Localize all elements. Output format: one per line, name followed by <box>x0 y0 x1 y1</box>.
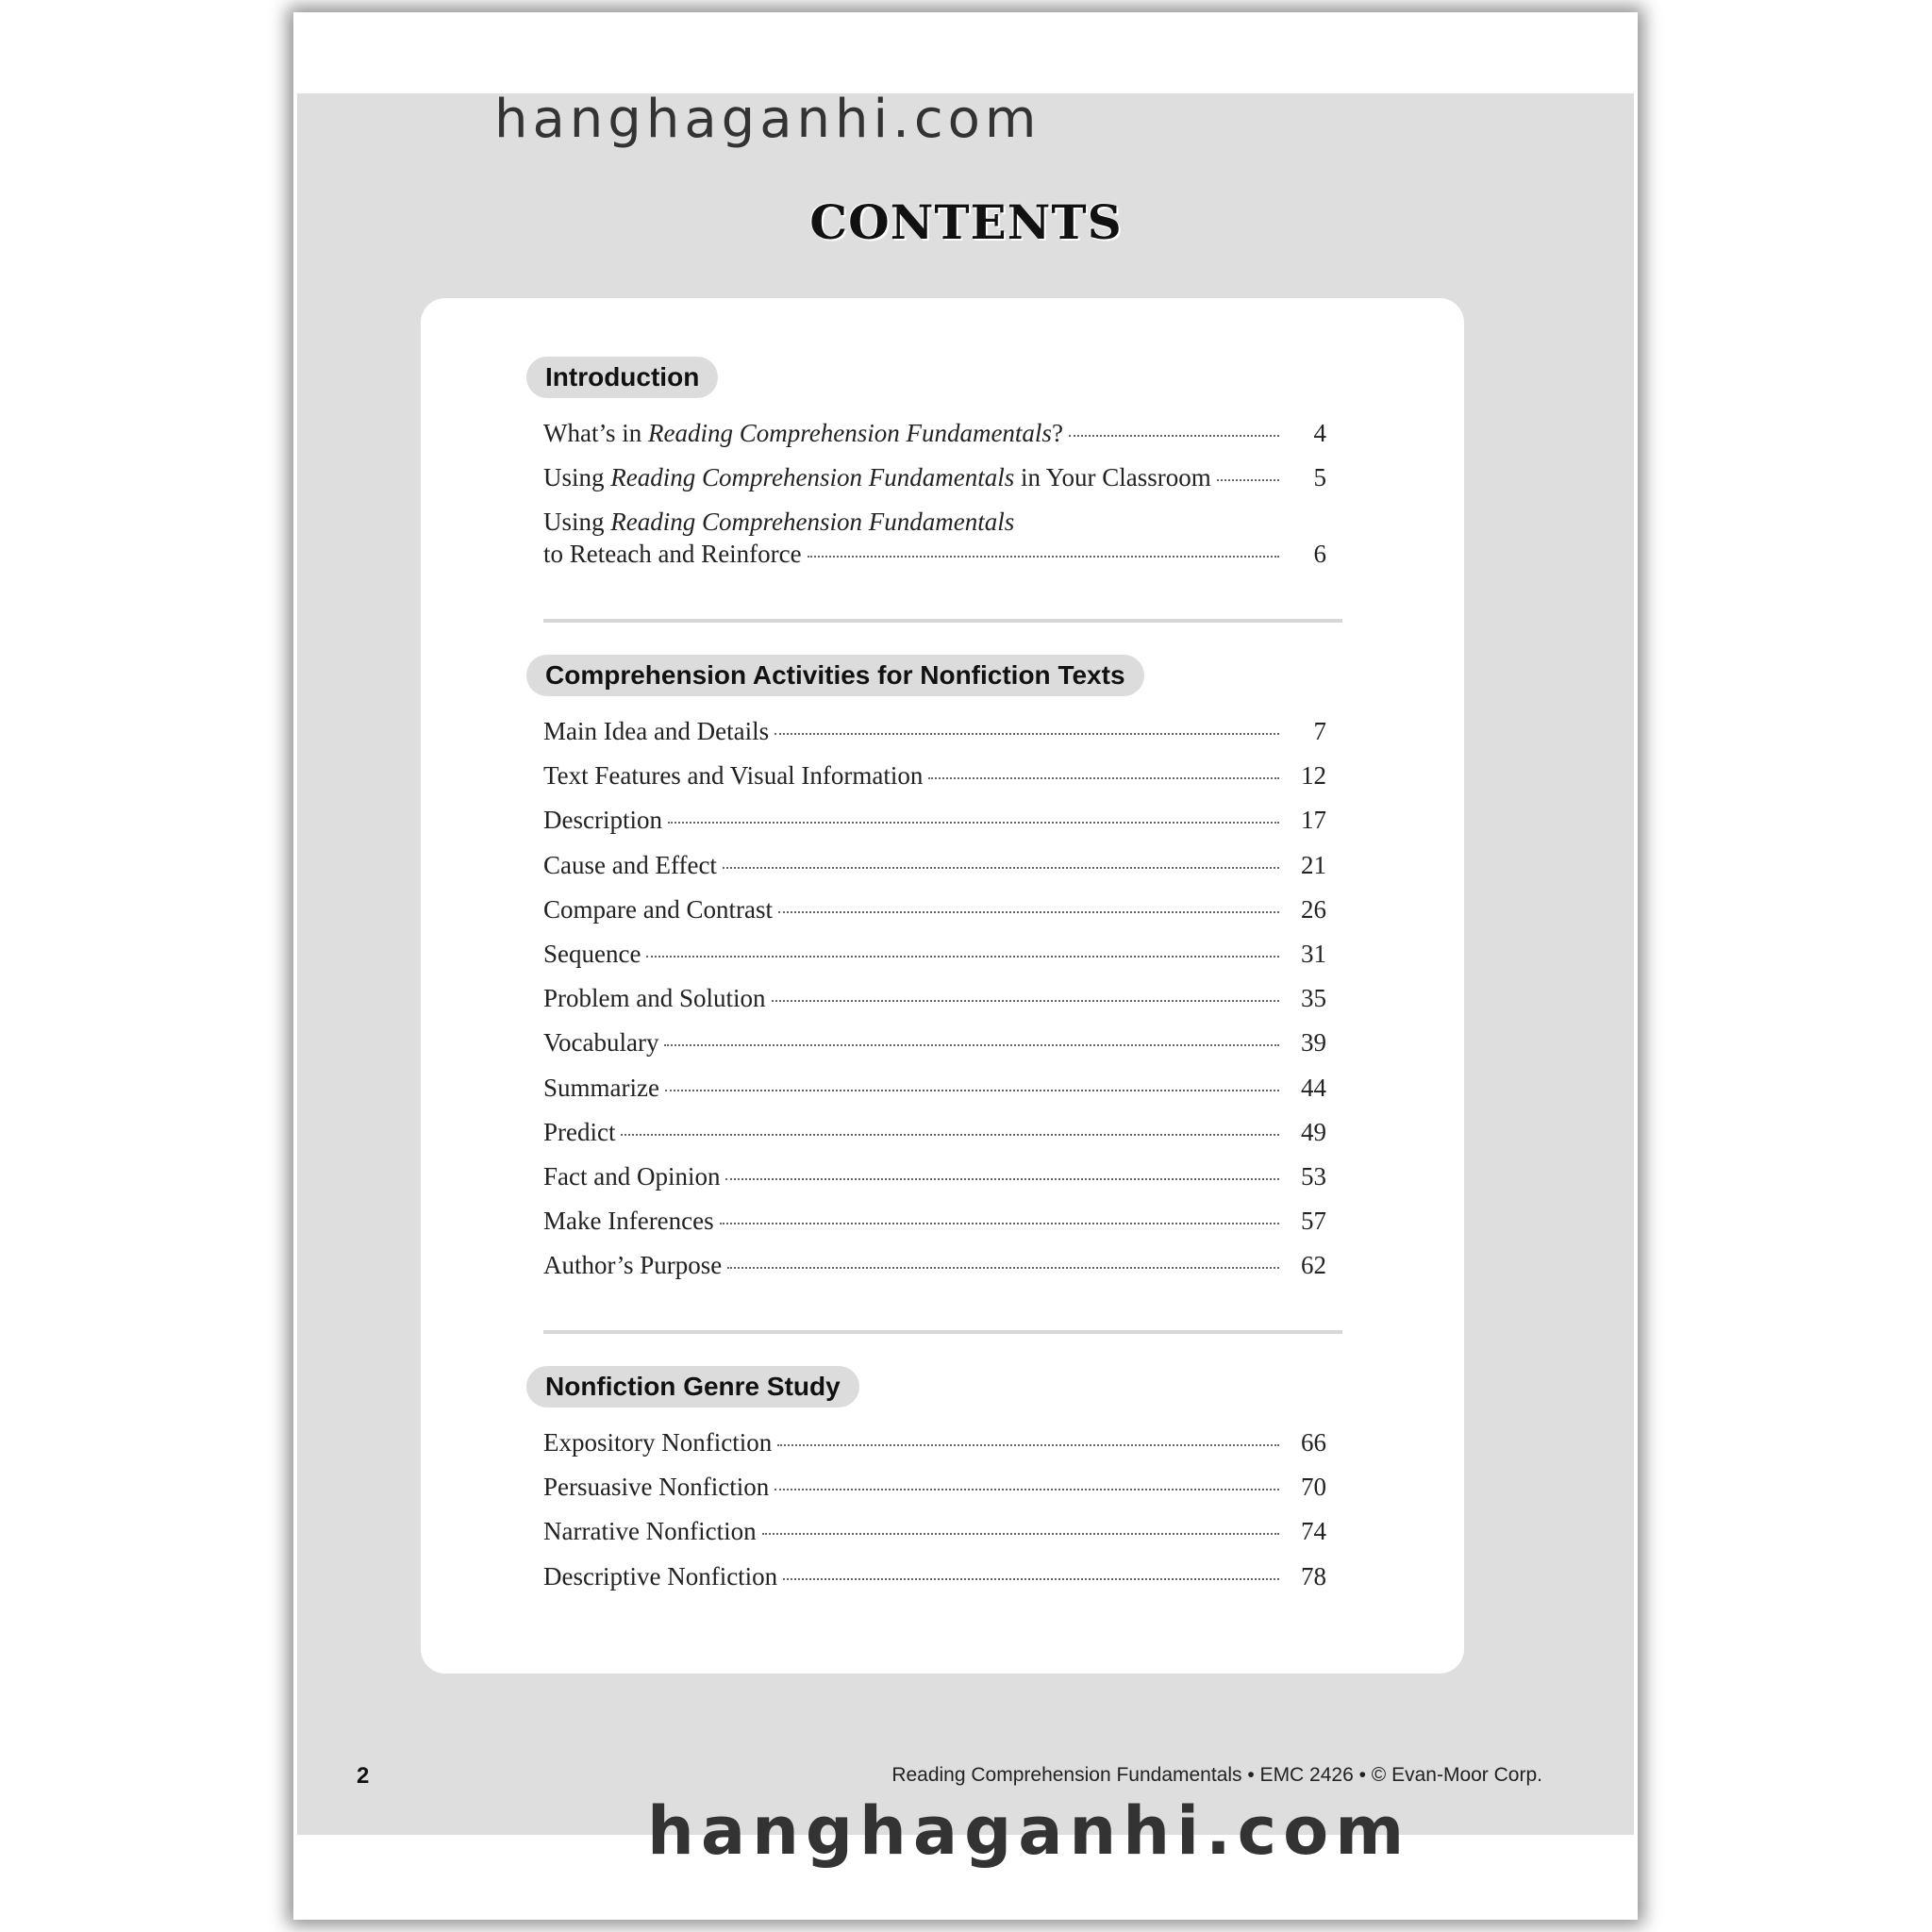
toc-entry-label: Description <box>543 806 662 835</box>
contents-panel <box>421 298 1464 1674</box>
toc-entry-page: 17 <box>1301 806 1326 835</box>
section-heading-comprehension-activities: Comprehension Activities for Nonfiction Texts <box>526 655 1144 696</box>
toc-entry <box>543 1072 1326 1104</box>
dot-leader <box>720 1223 1279 1224</box>
toc-entry <box>543 1249 1326 1281</box>
page-title: CONTENTS <box>809 194 1123 250</box>
dot-leader <box>928 777 1279 779</box>
dot-leader <box>772 1000 1280 1002</box>
toc-entry-label: Compare and Contrast <box>543 894 773 924</box>
toc-entry-label: Sequence <box>543 940 641 968</box>
toc-entry-label: Narrative Nonfiction <box>543 1517 757 1546</box>
toc-entry-page: 74 <box>1301 1517 1326 1546</box>
toc-entry-page: 44 <box>1301 1073 1326 1102</box>
toc-entry <box>543 938 1326 970</box>
section-heading-introduction: Introduction <box>526 357 718 398</box>
toc-entry <box>543 1560 1326 1592</box>
toc-entry-label: Problem and Solution <box>543 984 766 1013</box>
toc-entry-label: Make Inferences <box>543 1207 714 1236</box>
dot-leader <box>621 1134 1279 1136</box>
toc-entry-label: Cause and Effect <box>543 850 717 879</box>
toc-entry <box>543 417 1326 449</box>
dot-leader <box>808 556 1279 558</box>
toc-entry-label: Descriptive Nonfiction <box>543 1561 778 1591</box>
dot-leader <box>774 733 1279 735</box>
toc-entry-page: 53 <box>1301 1162 1326 1191</box>
dot-leader <box>1217 479 1279 481</box>
dot-leader <box>646 956 1279 958</box>
dot-leader <box>723 867 1279 869</box>
toc-entry-page: 31 <box>1301 940 1326 968</box>
toc-entry-label: Summarize <box>543 1073 659 1102</box>
watermark-top: hanghaganhi.com <box>494 89 1041 150</box>
toc-entry-page: 21 <box>1301 850 1326 879</box>
footer-credit: Reading Comprehension Fundamentals • EMC 2426 • © Evan-Moor Corp. <box>891 1764 1542 1786</box>
toc-entry-page: 49 <box>1301 1117 1326 1146</box>
section-heading-genre-study: Nonfiction Genre Study <box>526 1366 859 1407</box>
toc-entry <box>543 804 1326 836</box>
toc-entry-page: 4 <box>1313 419 1326 447</box>
footer-page-number: 2 <box>357 1763 370 1789</box>
dot-leader <box>762 1533 1279 1535</box>
toc-entry-label: Expository Nonfiction <box>543 1428 773 1457</box>
toc-entry-page: 35 <box>1301 984 1326 1013</box>
dot-leader <box>665 1090 1279 1091</box>
toc-entry-page: 39 <box>1301 1028 1326 1058</box>
toc-entry <box>543 1160 1326 1192</box>
toc-entry-page: 26 <box>1301 894 1326 924</box>
toc-entry <box>543 461 1326 493</box>
toc-entry-page: 7 <box>1313 717 1326 745</box>
toc-entry-label: Vocabulary <box>543 1028 659 1058</box>
section-divider <box>543 1330 1342 1334</box>
toc-entry <box>543 982 1326 1014</box>
toc-entry-label: Text Features and Visual Information <box>543 761 924 791</box>
toc-entry-label-line2: to Reteach and Reinforce <box>543 540 802 568</box>
dot-leader <box>777 1444 1279 1446</box>
dot-leader <box>668 822 1279 824</box>
dot-leader <box>774 1489 1279 1491</box>
toc-entry-label: Main Idea and Details <box>543 717 770 745</box>
toc-entry <box>543 1426 1326 1458</box>
toc-entry <box>543 1515 1326 1547</box>
toc-entry-label: Using Reading Comprehension Fundamentals in Your Classroom <box>543 463 1211 491</box>
dot-leader <box>778 911 1279 913</box>
toc-entry-label: Persuasive Nonfiction <box>543 1473 770 1502</box>
watermark-bottom: hanghaganhi.com <box>647 1792 1411 1870</box>
section-divider <box>543 619 1342 623</box>
toc-entry <box>543 1026 1326 1058</box>
dot-leader <box>1069 435 1279 437</box>
toc-entry-page: 57 <box>1301 1207 1326 1236</box>
toc-entry-page: 78 <box>1301 1561 1326 1591</box>
toc-entry <box>543 849 1326 881</box>
dot-leader <box>725 1178 1279 1180</box>
toc-entry <box>543 715 1326 747</box>
toc-entry <box>543 1205 1326 1237</box>
toc-entry <box>543 893 1326 925</box>
toc-entry-page: 5 <box>1313 463 1326 491</box>
toc-entry <box>543 1471 1326 1503</box>
dot-leader <box>783 1578 1279 1580</box>
toc-entry-label-line1: Using Reading Comprehension Fundamentals <box>543 508 1015 536</box>
toc-entry-page: 62 <box>1301 1251 1326 1280</box>
toc-entry-label: Fact and Opinion <box>543 1162 721 1191</box>
toc-entry <box>543 759 1326 791</box>
toc-entry-page: 12 <box>1301 761 1326 791</box>
toc-entry-label: Author’s Purpose <box>543 1251 723 1280</box>
dot-leader <box>727 1267 1279 1269</box>
toc-entry-page: 70 <box>1301 1473 1326 1502</box>
toc-entry-label: What’s in Reading Comprehension Fundamentals? <box>543 419 1063 447</box>
dot-leader <box>664 1044 1279 1046</box>
toc-entry <box>543 506 1326 570</box>
toc-entry-label: Predict <box>543 1117 616 1146</box>
toc-entry-page: 66 <box>1301 1428 1326 1457</box>
toc-entry <box>543 1116 1326 1148</box>
toc-entry-page: 6 <box>1313 540 1326 568</box>
